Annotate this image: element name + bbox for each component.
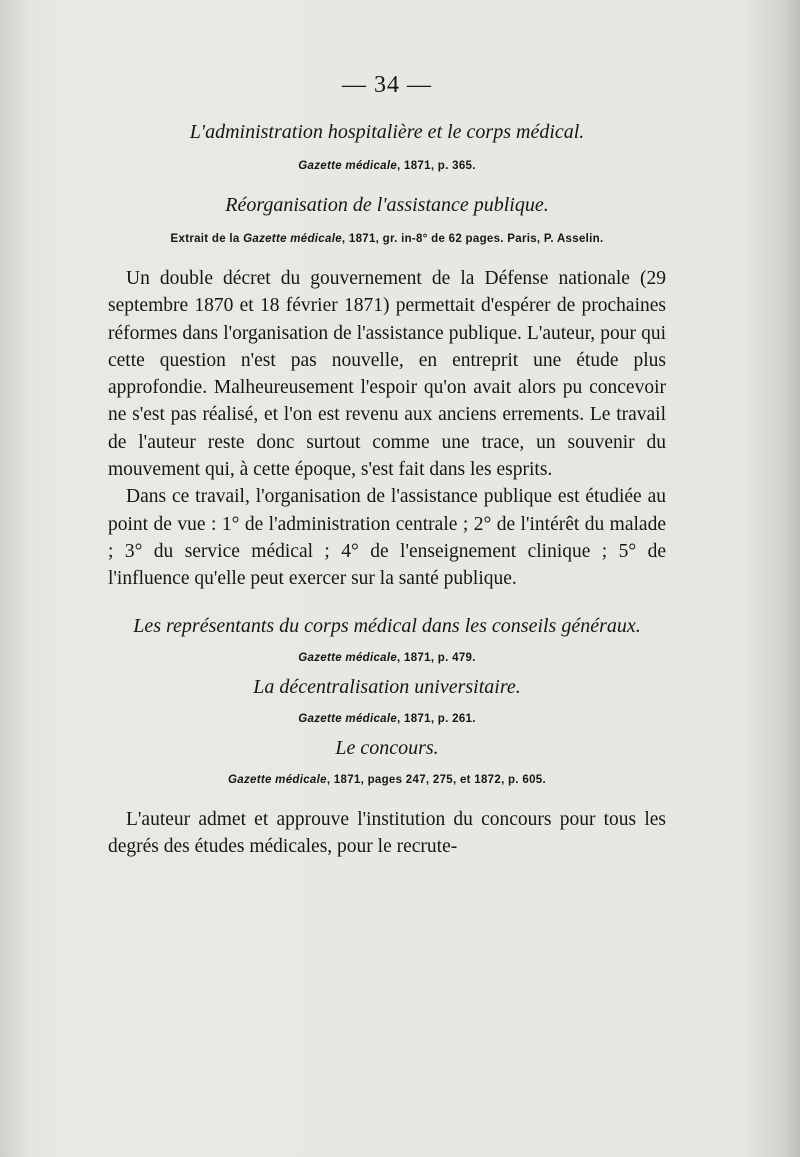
citation-rest-5: , 1871, pages 247, 275, et 1872, p. 605. [326, 773, 546, 786]
citation-3 [108, 652, 666, 664]
section-title-3: Les représentants du corps médical dans les conseils généraux. [133, 614, 641, 637]
citation-rest-3: , 1871, p. 479. [397, 651, 476, 664]
section-title-1: L'administration hospitalière et le corps médical. [189, 121, 585, 143]
section-title-5: Le concours. [335, 736, 439, 759]
citation-rest-2: , 1871, gr. in-8° de 62 pages. Paris, P. Asselin. [341, 233, 604, 245]
citation-journal-3: Gazette médicale [298, 651, 398, 664]
citation-2 [108, 233, 666, 245]
page-number: — 34 — [342, 72, 432, 98]
citation-journal-1: Gazette médicale [298, 160, 398, 172]
body-paragraph-1: Un double décret du gouvernement de la Défense nationale (29 septembre 1870 et 18 février 1871) permettait d'espérer de prochaines réformes dans l'organisation de l'assistance publique. L'auteur, pour qui cette question n'est pas nouvelle, en entreprit une étude plus approfondie. Malheureusement l'espoir qu'on avait alors pu concevoir ne s'est pas réalisé, et l'on est revenu aux anciens errements. Le travail de l'auteur reste donc surtout comme une trace, un souvenir du mouvement qui, à cette époque, s'est fait dans les esprits. [108, 268, 666, 481]
page-content [108, 72, 666, 860]
citation-rest-4: , 1871, p. 261. [397, 712, 476, 725]
citation-5 [108, 774, 666, 786]
section-title-2: Réorganisation de l'assistance publique. [225, 194, 549, 216]
citation-journal-2: Gazette médicale [243, 233, 342, 245]
citation-journal-5: Gazette médicale [228, 773, 327, 786]
citation-rest-1: , 1871, p. 365. [397, 160, 476, 172]
body-paragraph-2: Dans ce travail, l'organisation de l'assistance publique est étudiée au point de vue : 1° de l'administration centrale ; 2° de l'intérêt du malade ; 3° du service médical ; 4° de l'enseignement clinique ; 5° de l'influence qu'elle peut exercer sur la santé publique. [108, 486, 666, 590]
closing-paragraph: L'auteur admet et approuve l'institution du concours pour tous les degrés des études médicales, pour le recrute- [108, 808, 666, 857]
citation-4 [108, 713, 666, 725]
citation-prefix-2: Extrait de la [170, 233, 244, 245]
section-title-4: La décentralisation universitaire. [253, 675, 521, 698]
citation-journal-4: Gazette médicale [298, 712, 398, 725]
citation-1 [108, 160, 666, 172]
